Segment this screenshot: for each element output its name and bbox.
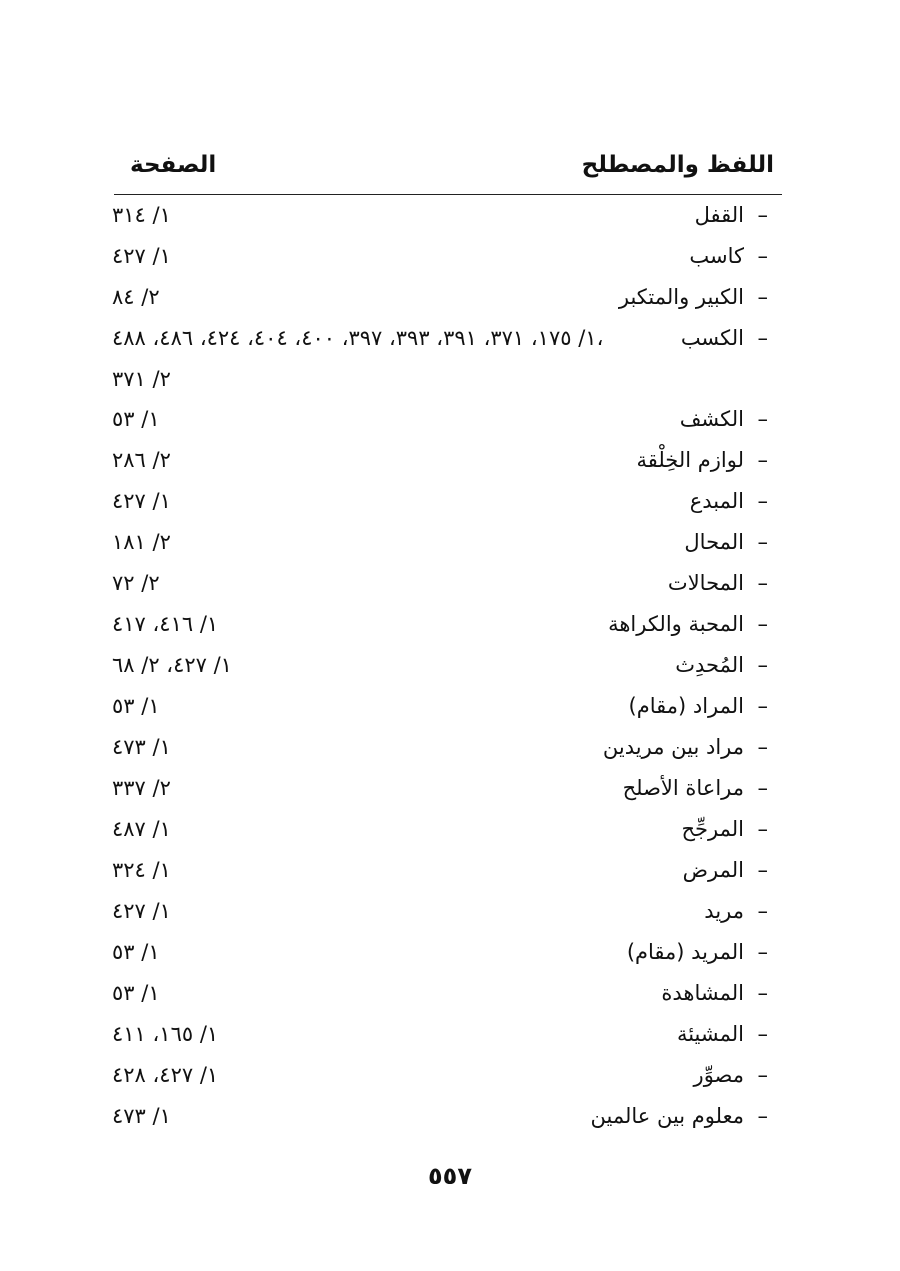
header-divider bbox=[114, 194, 782, 195]
entry-dash: – bbox=[757, 858, 768, 882]
entry-pages: ١/ ٤٢٧، ٢/ ٦٨ bbox=[112, 653, 232, 677]
entry-dash: – bbox=[757, 448, 768, 472]
index-entry bbox=[112, 851, 782, 892]
entry-dash: – bbox=[757, 571, 768, 595]
entry-term: المحبة والكراهة bbox=[608, 612, 744, 636]
index-entry bbox=[112, 400, 782, 441]
entry-term: مريد bbox=[704, 899, 744, 923]
index-entry bbox=[112, 237, 782, 278]
entry-pages: ١/ ٤٢٧ bbox=[112, 244, 171, 268]
entry-dash: – bbox=[757, 530, 768, 554]
entry-dash: – bbox=[757, 899, 768, 923]
entry-pages: ١/ ٤٢٧ bbox=[112, 489, 171, 513]
index-entry bbox=[112, 810, 782, 851]
entry-dash: – bbox=[757, 489, 768, 513]
index-entry bbox=[112, 523, 782, 564]
index-entry bbox=[112, 1097, 782, 1138]
index-entry bbox=[112, 974, 782, 1015]
entry-term: الكشف bbox=[679, 407, 744, 431]
index-entry bbox=[112, 933, 782, 974]
entry-dash: – bbox=[757, 285, 768, 309]
index-entry bbox=[112, 728, 782, 769]
entry-term: مصوِّر bbox=[693, 1063, 744, 1087]
entry-term: المبدع bbox=[689, 489, 744, 513]
entry-term: المحال bbox=[684, 530, 744, 554]
index-entry bbox=[112, 892, 782, 933]
entry-term: كاسب bbox=[689, 244, 744, 268]
entry-dash: – bbox=[757, 1063, 768, 1087]
entry-term: المُحدِث bbox=[675, 653, 744, 677]
entry-pages: ١/ ٤٢٧ bbox=[112, 899, 171, 923]
entry-term: القفل bbox=[694, 203, 744, 227]
entry-term: المريد (مقام) bbox=[626, 940, 744, 964]
page-number: ٥٥٧ bbox=[428, 1162, 472, 1190]
entry-dash: – bbox=[757, 653, 768, 677]
index-entry bbox=[112, 1015, 782, 1056]
entry-pages: ١/ ٥٣ bbox=[112, 940, 160, 964]
entry-term: المشاهدة bbox=[661, 981, 744, 1005]
entry-pages: ٢/ ٨٤ bbox=[112, 285, 160, 309]
entry-dash: – bbox=[757, 326, 768, 350]
entry-pages: ١/ ٤٧٣ bbox=[112, 735, 171, 759]
index-entry bbox=[112, 605, 782, 646]
entry-pages: ١/ ٣٢٤ bbox=[112, 858, 171, 882]
entry-pages: ١/ ٤٧٣ bbox=[112, 1104, 171, 1128]
entry-pages: ٢/ ٧٢ bbox=[112, 571, 160, 595]
entry-pages: ١/ ١٦٥، ٤١١ bbox=[112, 1022, 219, 1046]
index-entry bbox=[112, 278, 782, 319]
entry-pages: ١/ ١٧٥، ٣٧١، ٣٩١، ٣٩٣، ٣٩٧، ٤٠٠، ٤٠٤، ٤٢٤، ٤٨٦، ٤٨٨، bbox=[112, 326, 604, 350]
entry-pages: ٢/ ٢٨٦ bbox=[112, 448, 171, 472]
index-entry bbox=[112, 646, 782, 687]
index-entry bbox=[112, 687, 782, 728]
entry-pages-continuation: ٢/ ٣٧١ bbox=[112, 367, 171, 391]
index-entry bbox=[112, 1056, 782, 1097]
entry-pages: ١/ ٤٨٧ bbox=[112, 817, 171, 841]
entry-term: لوازم الخِلْقة bbox=[636, 448, 744, 472]
entry-dash: – bbox=[757, 694, 768, 718]
entry-dash: – bbox=[757, 817, 768, 841]
entry-term: مراعاة الأصلح bbox=[622, 776, 744, 800]
index-entry bbox=[112, 564, 782, 605]
entry-term: معلوم بين عالمين bbox=[590, 1104, 744, 1128]
entry-dash: – bbox=[757, 1104, 768, 1128]
entry-dash: – bbox=[757, 244, 768, 268]
entry-dash: – bbox=[757, 407, 768, 431]
entry-term: المشيئة bbox=[676, 1022, 744, 1046]
entry-dash: – bbox=[757, 203, 768, 227]
entry-pages: ٢/ ٣٣٧ bbox=[112, 776, 171, 800]
entry-term: المحالات bbox=[667, 571, 744, 595]
entry-term: الكبير والمتكبر bbox=[618, 285, 744, 309]
entry-dash: – bbox=[757, 981, 768, 1005]
entry-term: المرجِّح bbox=[681, 817, 744, 841]
entry-pages: ١/ ٥٣ bbox=[112, 694, 160, 718]
entry-pages: ١/ ٣١٤ bbox=[112, 203, 171, 227]
entry-dash: – bbox=[757, 776, 768, 800]
index-entry bbox=[112, 441, 782, 482]
index-entry bbox=[112, 196, 782, 237]
index-entry-continuation bbox=[112, 360, 782, 400]
index-entry bbox=[112, 319, 782, 360]
index-entry bbox=[112, 482, 782, 523]
entry-term: الكسب bbox=[680, 326, 744, 350]
entry-dash: – bbox=[757, 1022, 768, 1046]
header-term-label: اللفظ والمصطلح bbox=[581, 152, 774, 178]
entry-dash: – bbox=[757, 940, 768, 964]
index-entries bbox=[112, 196, 782, 1138]
entry-pages: ١/ ٥٣ bbox=[112, 981, 160, 1005]
entry-term: المراد (مقام) bbox=[628, 694, 744, 718]
entry-pages: ١/ ٤٢٧، ٤٢٨ bbox=[112, 1063, 219, 1087]
index-entry bbox=[112, 769, 782, 810]
entry-dash: – bbox=[757, 612, 768, 636]
entry-dash: – bbox=[757, 735, 768, 759]
entry-pages: ٢/ ١٨١ bbox=[112, 530, 171, 554]
header-page-label: الصفحة bbox=[130, 152, 217, 178]
entry-pages: ١/ ٤١٦، ٤١٧ bbox=[112, 612, 219, 636]
entry-term: المرض bbox=[682, 858, 744, 882]
entry-pages: ١/ ٥٣ bbox=[112, 407, 160, 431]
index-header bbox=[112, 152, 782, 192]
entry-term: مراد بين مريدين bbox=[602, 735, 744, 759]
